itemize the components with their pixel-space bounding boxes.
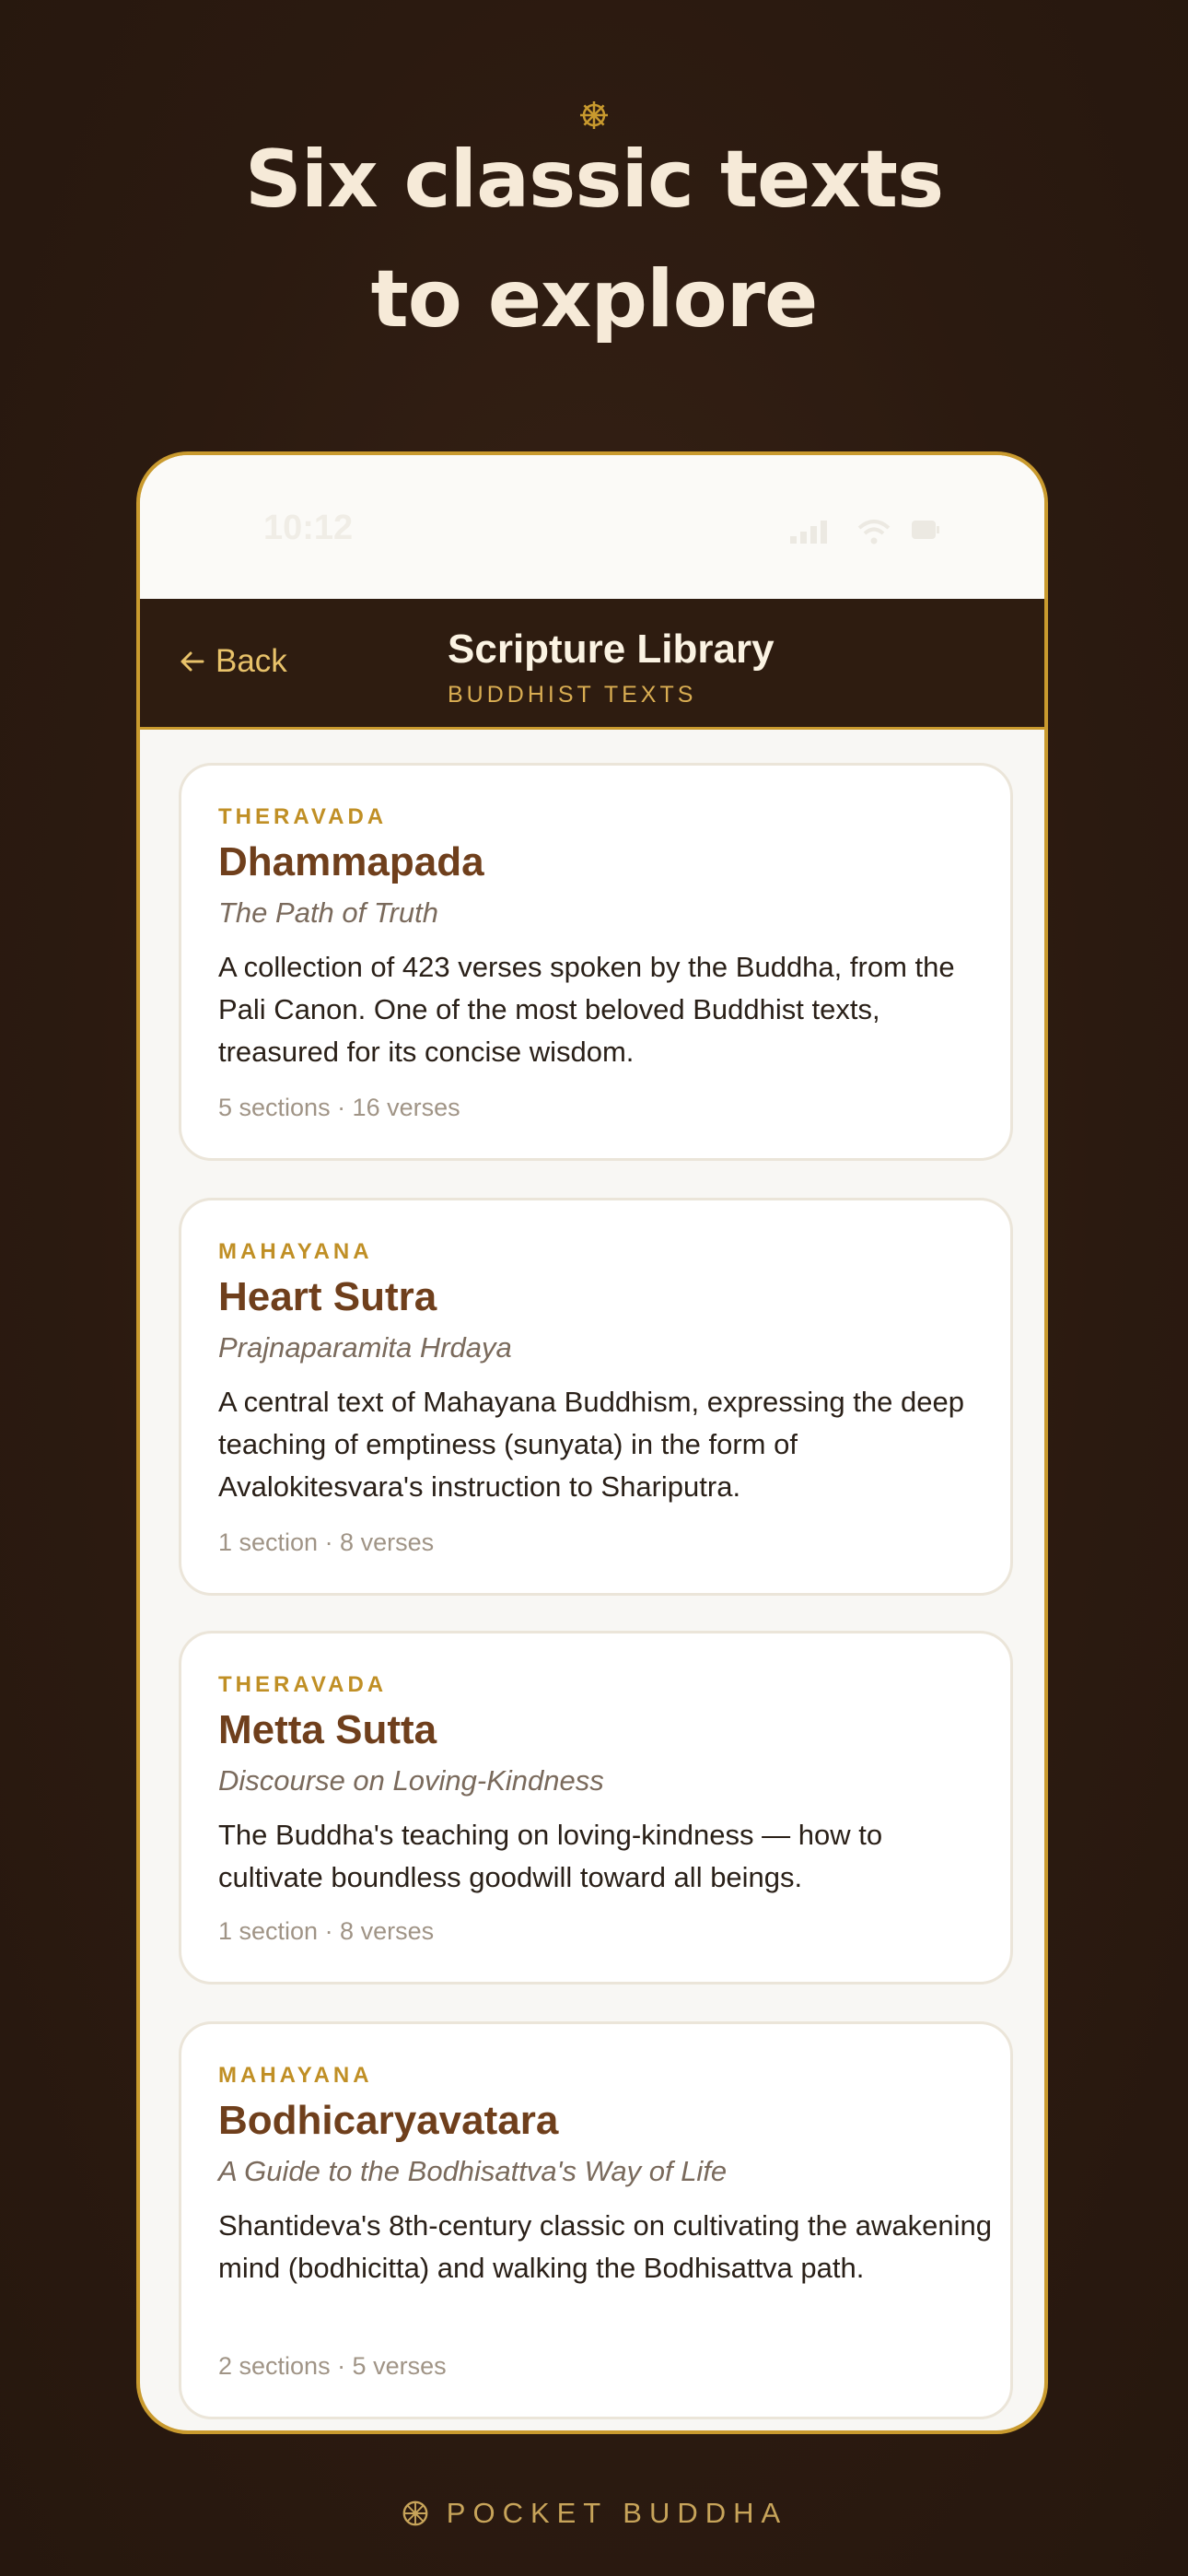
dharma-wheel-icon <box>401 2499 430 2528</box>
status-bar <box>140 455 1044 599</box>
arrow-left-icon <box>179 648 206 675</box>
back-button[interactable] <box>179 643 287 680</box>
signal-icon <box>790 520 831 544</box>
status-time: 10:12 <box>263 509 354 547</box>
text-subtitle: The Path of Truth <box>218 896 438 929</box>
text-description: A collection of 423 verses spoken by the Buddha, from the Pali Canon. One of the most beloved Buddhist texts, treasured for its concise wisdom. <box>218 951 955 1068</box>
text-card-dhammapada[interactable] <box>179 763 1013 1161</box>
headline-line1: Six classic texts <box>244 134 944 226</box>
headline <box>0 120 1188 359</box>
text-card-metta-sutta[interactable] <box>179 1631 1013 1985</box>
text-meta: 1 section · 8 verses <box>218 1528 435 1556</box>
tradition-label: MAHAYANA <box>218 1239 373 1264</box>
tradition-label: THERAVADA <box>218 1672 388 1697</box>
page-title: Scripture Library <box>448 626 775 672</box>
text-title: Bodhicaryavatara <box>218 2098 559 2143</box>
text-title: Dhammapada <box>218 839 484 884</box>
nav-bar <box>140 599 1044 730</box>
page-subtitle: BUDDHIST TEXTS <box>448 682 697 708</box>
text-subtitle: A Guide to the Bodhisattva's Way of Life <box>218 2155 728 2187</box>
text-description: The Buddha's teaching on loving-kindness — how to cultivate boundless goodwill toward all beings. <box>218 1819 883 1893</box>
wifi-icon <box>856 518 891 545</box>
brand-name: POCKET BUDDHA <box>446 2497 788 2529</box>
text-card-heart-sutra[interactable] <box>179 1198 1013 1596</box>
text-description: A central text of Mahayana Buddhism, expressing the deep teaching of emptiness (sunyata) in the form of Avalokitesvara's instruction to Shariputra. <box>218 1386 964 1503</box>
text-title: Heart Sutra <box>218 1274 437 1319</box>
text-subtitle: Prajnaparamita Hrdaya <box>218 1331 512 1364</box>
footer-brand <box>0 2497 1188 2530</box>
back-label: Back <box>215 643 287 679</box>
phone-frame <box>136 451 1048 2434</box>
battery-icon <box>910 518 941 542</box>
text-meta: 1 section · 8 verses <box>218 1917 435 1945</box>
text-description: Shantideva's 8th-century classic on cultivating the awakening mind (bodhicitta) and walking the Bodhisattva path. <box>218 2209 992 2284</box>
text-card-bodhicaryavatara[interactable] <box>179 2021 1013 2419</box>
headline-line2: to explore <box>370 253 818 345</box>
tradition-label: MAHAYANA <box>218 2063 373 2088</box>
tradition-label: THERAVADA <box>218 804 388 829</box>
text-title: Metta Sutta <box>218 1707 437 1752</box>
text-meta: 5 sections · 16 verses <box>218 1094 460 1121</box>
text-subtitle: Discourse on Loving-Kindness <box>218 1764 604 1797</box>
text-meta: 2 sections · 5 verses <box>218 2352 447 2380</box>
